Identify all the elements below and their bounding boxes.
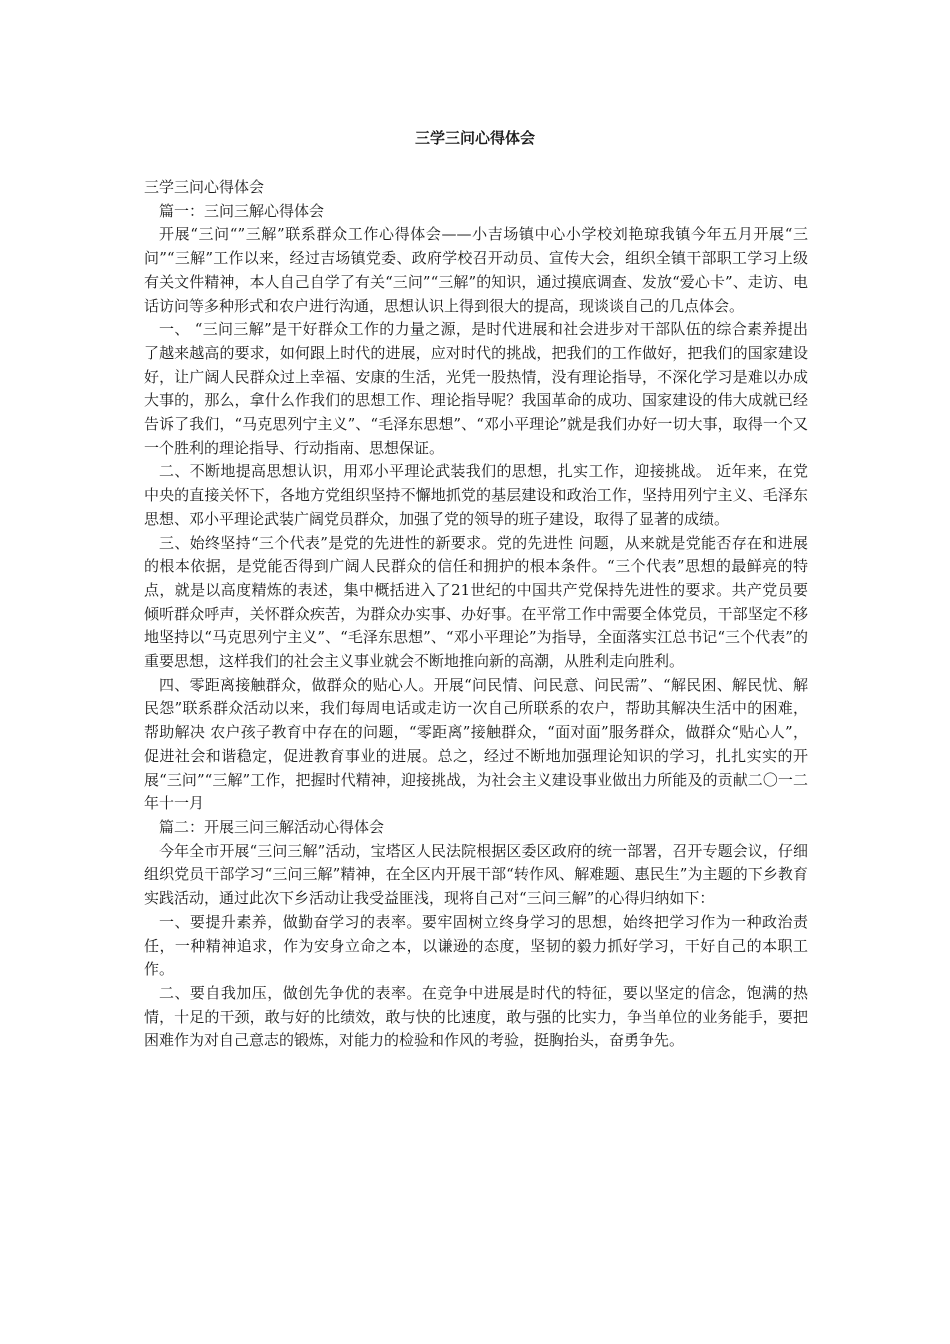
paragraph: 一、要提升素养，做勤奋学习的表率。要牢固树立终身学习的思想，始终把学习作为一种政治责任，一种精神追求，作为安身立命之本，以谦逊的态度，坚韧的毅力抓好学习，干好自己的本职工作。 [144,912,808,979]
paragraph: 开展“三问“”三解”联系群众工作心得体会——小吉场镇中心小学校刘艳琼我镇今年五月开展“三问”“三解”工作以来，经过吉场镇党委、政府学校召开动员、宣传大会，组织全镇干部职工学习上级有关文件精神，本人自己自学了有关“三问”“三解”的知识，通过摸底调查、发放“爱心卡”、走访、电话访问等多种形式和农户进行沟通，思想认识上得到很大的提高，现谈谈自己的几点体会。 [144,225,808,315]
document-title: 三学三问心得体会 [414,129,535,147]
paragraph: 二、要自我加压，做创先争优的表率。在竞争中进展是时代的特征，要以坚定的信念，饱满的热情，十足的干颈，敢与好的比绩效，敢与快的比速度，敢与强的比实力，争当单位的业务能手，要把困难作为对自己意志的锻炼，对能力的检验和作风的考验，挺胸抬头，奋勇争先。 [144,983,808,1050]
body-heading: 三学三问心得体会 [144,178,265,196]
section-heading-2: 篇二：开展三问三解活动心得体会 [159,817,385,836]
document-body [144,176,808,1053]
section-heading-1: 篇一：三问三解心得体会 [159,201,325,220]
paragraph: 三、始终坚持“三个代表”是党的先进性的新要求。党的先进性 问题，从来就是党能否存在和进展的根本依据，是党能否得到广阔人民群众的信任和拥护的根本条件。“三个代表”思想的最鲜亮的特点，就是以高度精炼的表述，集中概括进入了21世纪的中国共产党保持先进性的要求。共产党员要倾听群众呼声，关怀群众疾苦，为群众办实事、办好事。在平常工作中需要全体党员，干部坚定不移地坚持以“马克思列宁主义”、“毛泽东思想”、“邓小平理论”为指导，全面落实江总书记“三个代表”的重要思想，这样我们的社会主义事业就会不断地推向新的高潮，从胜利走向胜利。 [144,533,808,671]
paragraph: 四、零距离接触群众，做群众的贴心人。开展“问民情、问民意、问民需”、“解民困、解民忧、解民怨”联系群众活动以来，我们每周电话或走访一次自己所联系的农户，帮助其解决生活中的困难，帮助解决 农户孩子教育中存在的问题，“零距离”接触群众，“面对面”服务群众，做群众“贴心人”，促进社会和谐稳定，促进教育事业的进展。总之，经过不断地加强理论知识的学习，扎扎实实的开展“三问”“三解”工作，把握时代精神，迎接挑战，为社会主义建设事业做出力所能及的贡献二〇一二年十一月 [144,675,808,813]
paragraph: 一、 “三问三解”是干好群众工作的力量之源，是时代进展和社会进步对干部队伍的综合素养提出了越来越高的要求，如何跟上时代的进展，应对时代的挑战，把我们的工作做好，把我们的国家建设好，让广阔人民群众过上幸福、安康的生活，光凭一股热情，没有理论指导，不深化学习是难以办成大事的，那么，拿什么作我们的思想工作、理论指导呢？我国革命的成功、国家建设的伟大成就已经告诉了我们，“马克思列宁主义”、“毛泽东思想”、“邓小平理论”就是我们办好一切大事，取得一个又一个胜利的理论指导、行动指南、思想保证。 [144,320,808,457]
paragraph: 今年全市开展“三问三解”活动，宝塔区人民法院根据区委区政府的统一部署，召开专题会议，仔细组织党员干部学习“三问三解”精神，在全区内开展干部“转作风、解难题、惠民生”为主题的下乡教育实践活动，通过此次下乡活动让我受益匪浅，现将自己对“三问三解”的心得归纳如下： [144,841,808,908]
paragraph: 二、不断地提高思想认识，用邓小平理论武装我们的思想，扎实工作，迎接挑战。 近年来，在党中央的直接关怀下，各地方党组织坚持不懈地抓党的基层建设和政治工作，坚持用列宁主义、毛泽东思想、邓小平理论武装广阔党员群众，加强了党的领导的班子建设，取得了显著的成绩。 [144,462,808,528]
